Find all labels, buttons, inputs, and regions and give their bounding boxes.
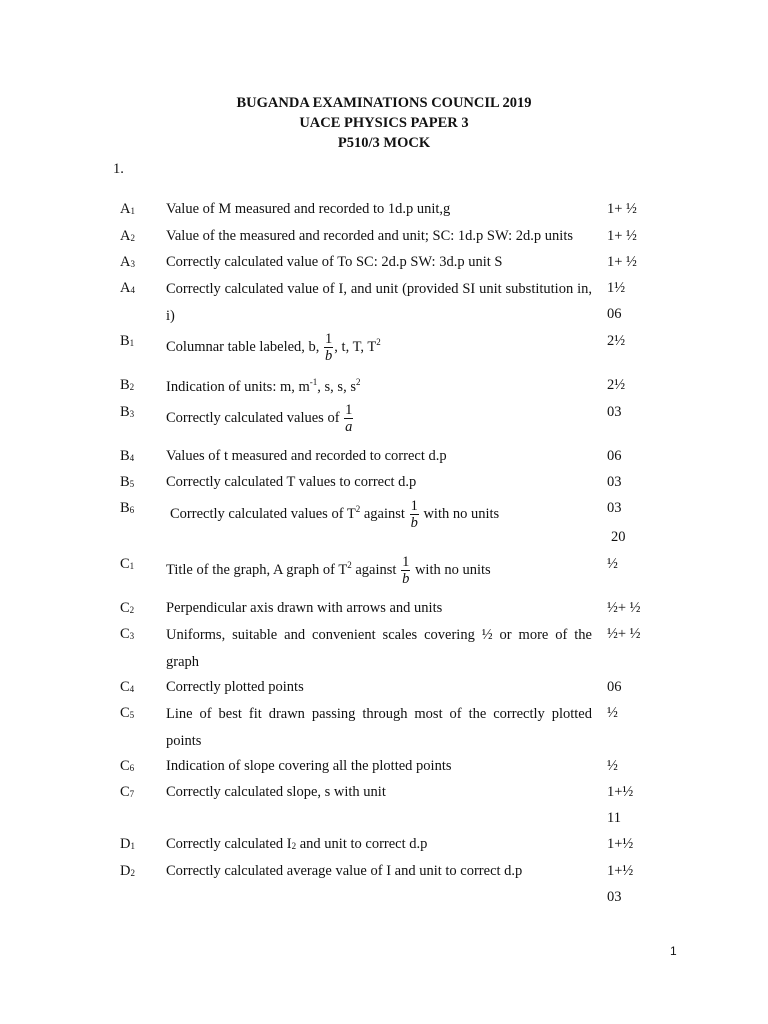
label-d2: $D_2$ <box>120 863 135 879</box>
label-c3: $C_3$ <box>120 626 135 642</box>
mark-c4: 06 <box>607 679 622 695</box>
mark-b1: 2½ <box>607 333 626 349</box>
row-c7 <box>0 784 768 804</box>
fraction-one-over-b: $\frac{1}{b}$ <box>402 554 410 587</box>
row-d-total <box>0 889 768 909</box>
question-number: 1. <box>113 161 124 177</box>
mark-d2: 1+½ <box>607 863 634 879</box>
row-d1 <box>0 836 768 856</box>
mark-b3: 03 <box>607 404 622 420</box>
fraction-one-over-b: $\frac{1}{b}$ <box>410 498 418 531</box>
label-b2: $B_2$ <box>120 377 135 393</box>
row-b5 <box>0 474 768 494</box>
title-paper: UACE PHYSICS PAPER 3 <box>299 115 469 131</box>
row-b4 <box>0 448 768 468</box>
mark-d1: 1+½ <box>607 836 634 852</box>
desc-b6: Correctly calculated values of $T^2$ against $\frac{1}{b}$ with no units <box>170 498 500 531</box>
mark-a3: 1+ ½ <box>607 254 637 270</box>
row-b2 <box>0 377 768 397</box>
row-c4 <box>0 679 768 699</box>
label-c6: $C_6$ <box>120 758 135 774</box>
mark-c5: ½ <box>607 705 618 721</box>
row-d2 <box>0 863 768 883</box>
desc-c6: Indication of slope covering all the plotted points <box>166 758 452 774</box>
label-d1: $D_1$ <box>120 836 135 852</box>
mark-c7: 1+½ <box>607 784 634 800</box>
row-c2 <box>0 600 768 620</box>
label-a2: $A_2$ <box>120 228 135 244</box>
fraction-one-over-a: $\frac{1}{a}$ <box>345 402 353 435</box>
mark-b5: 03 <box>607 474 622 490</box>
row-a-total <box>0 306 768 326</box>
desc-b4: Values of t measured and recorded to correct d.p <box>166 448 447 464</box>
mark-b4: 06 <box>607 448 622 464</box>
desc-c7: Correctly calculated slope, s with unit <box>166 784 386 800</box>
mark-c6: ½ <box>607 758 618 774</box>
desc-c5: Line of best fit drawn passing through most of the correctly plotted points <box>166 706 592 749</box>
desc-b1: Columnar table labeled, b, $\frac{1}{b}$ , t, T, $T^2$ <box>166 331 381 364</box>
desc-b2: Indication of units: m, $m^{-1}$, s, s, $s^2$ <box>166 377 361 395</box>
row-b3 <box>0 402 768 435</box>
desc-b3: Correctly calculated values of $\frac{1}{a}$ <box>166 402 353 435</box>
total-a: 06 <box>607 306 622 322</box>
label-b1: $B_1$ <box>120 333 135 349</box>
desc-a3: Correctly calculated value of To SC: 2d.p SW: 3d.p unit S <box>166 254 503 270</box>
label-c4: $C_4$ <box>120 679 135 695</box>
mark-a2: 1+ ½ <box>607 228 637 244</box>
mark-c3: ½+ ½ <box>607 626 641 642</box>
fraction-one-over-b: $\frac{1}{b}$ <box>325 331 333 364</box>
desc-c4: Correctly plotted points <box>166 679 304 695</box>
row-a1 <box>0 201 768 221</box>
page-number: 1 <box>670 944 677 958</box>
row-c1 <box>0 554 768 587</box>
mark-b2: 2½ <box>607 377 626 393</box>
label-a4: $A_4$ <box>120 280 135 296</box>
total-b: 20 <box>611 529 626 545</box>
row-a3 <box>0 254 768 274</box>
mark-c2: ½+ ½ <box>607 600 641 616</box>
mark-c1: ½ <box>607 556 618 572</box>
total-d: 03 <box>607 889 622 905</box>
desc-d2: Correctly calculated average value of I and unit to correct d.p <box>166 863 523 879</box>
mark-a1: 1+ ½ <box>607 201 637 217</box>
mark-a4: 1½ <box>607 280 626 296</box>
row-c-total <box>0 810 768 830</box>
desc-a1: Value of M measured and recorded to 1d.p unit,g <box>166 201 451 217</box>
label-a3: $A_3$ <box>120 254 135 270</box>
label-c1: $C_1$ <box>120 556 135 572</box>
label-a1: $A_1$ <box>120 201 135 217</box>
desc-c3: Uniforms, suitable and convenient scales covering ½ or more of the graph <box>166 627 592 670</box>
title-code: P510/3 MOCK <box>337 135 431 151</box>
row-b-total <box>0 529 768 549</box>
label-b4: $B_4$ <box>120 448 135 464</box>
title-council: BUGANDA EXAMINATIONS COUNCIL 2019 <box>236 95 532 111</box>
desc-c1: Title of the graph, A graph of $T^2$ against $\frac{1}{b}$ with no units <box>166 554 491 587</box>
desc-a4: Correctly calculated value of I, and unit (provided SI unit substitution in, i) <box>166 281 592 324</box>
mark-b6: 03 <box>607 500 622 516</box>
total-c: 11 <box>607 810 621 826</box>
desc-b5: Correctly calculated T values to correct d.p <box>166 474 417 490</box>
desc-d1: Correctly calculated $I_2$ and unit to correct d.p <box>166 836 428 852</box>
label-c5: $C_5$ <box>120 705 135 721</box>
label-b6: $B_6$ <box>120 500 135 516</box>
row-b6 <box>0 498 768 531</box>
label-c2: $C_2$ <box>120 600 135 616</box>
row-c3 <box>0 622 768 670</box>
label-b3: $B_3$ <box>120 404 135 420</box>
row-c6 <box>0 758 768 778</box>
desc-c2: Perpendicular axis drawn with arrows and units <box>166 600 443 616</box>
label-b5: $B_5$ <box>120 474 135 490</box>
desc-a2: Value of the measured and recorded and unit; SC: 1d.p SW: 2d.p units <box>166 228 573 244</box>
row-c5 <box>0 701 768 749</box>
row-a2 <box>0 228 768 248</box>
label-c7: $C_7$ <box>120 784 135 800</box>
row-b1 <box>0 331 768 364</box>
